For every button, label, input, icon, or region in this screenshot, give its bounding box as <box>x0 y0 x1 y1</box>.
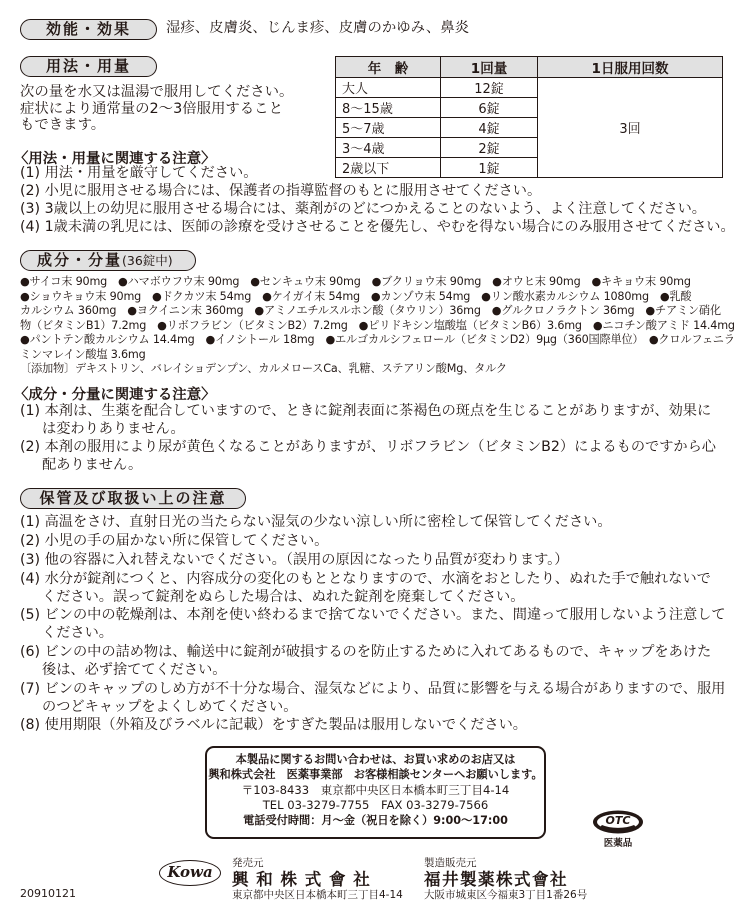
dosage-line-2: 症状により通常量の2〜3倍服用すること <box>20 100 283 117</box>
contact-box <box>205 746 546 839</box>
seller-address: 東京都中央区日本橋本町三丁目4-14 <box>232 889 403 901</box>
dosage-line-1: 次の量を水又は温湯で服用してください。 <box>20 84 294 100</box>
storage-heading: 保管及び取扱い上の注意 <box>20 488 246 509</box>
dosage-line-3: もできます。 <box>20 117 106 133</box>
ingredients-line-1: ●サイコ末 90mg ●ハマボウフウ末 90mg ●センキュウ末 90mg ●ブクリョウ末 90mg ●オウヒ末 90mg ●キキョウ末 90mg <box>20 275 691 288</box>
seller-logo <box>159 860 221 886</box>
storage-note-4-cont: ください。誤って錠剤をぬらした場合は、ぬれた錠剤を廃棄してください。 <box>42 589 525 605</box>
contact-line-2: 興和株式会社 医薬事業部 お客様相談センターへお願いします。 <box>208 768 543 782</box>
table-row-age: 2歳以下 <box>336 158 441 178</box>
ingredients-additives: 〔添加物〕デキストリン、バレイショデンプン、カルメロースCa、乳糖、ステアリン酸Mg、タルク <box>20 362 507 375</box>
efficacy-text: 湿疹、皮膚炎、じんま疹、皮膚のかゆみ、鼻炎 <box>166 20 470 36</box>
storage-note-5-cont: ください。 <box>42 625 113 641</box>
ingredients-list <box>20 275 735 377</box>
dosage-table <box>335 56 723 178</box>
maker-name: 福井製薬株式會社 <box>424 870 568 889</box>
contact-phone: TEL 03-3279-7755 FAX 03-3279-7566 <box>262 797 489 812</box>
dosage-text <box>20 84 293 134</box>
storage-note-1: (1) 高温をさけ、直射日光の当たらない湿気の少ない涼しい所に密栓して保管してください。 <box>20 514 612 530</box>
dosage-note-3: (3) 3歳以上の幼児に服用させる場合には、薬剤がのどにつかえることのないよう、よく注意してください。 <box>20 201 706 217</box>
table-row-dose: 12錠 <box>441 78 538 98</box>
table-row-age: 5〜7歳 <box>336 118 441 138</box>
table-times-value: 3回 <box>538 78 723 178</box>
efficacy-heading: 効能・効果 <box>20 19 157 40</box>
ingredient-note-2-cont: 配ありません。 <box>42 457 143 473</box>
ingredients-line-4: 物（ビタミンB1）7.2mg ●リボフラビン（ビタミンB2）7.2mg ●ピリドキシン塩酸塩（ビタミンB6）3.6mg ●ニコチン酸アミド 14.4mg <box>20 318 735 332</box>
dosage-note-1: (1) 用法・用量を厳守してください。 <box>20 165 258 181</box>
ingredients-line-6: ミンマレイン酸塩 3.6mg <box>20 347 146 361</box>
table-header-dose: 1回量 <box>441 57 538 78</box>
table-row-dose: 1錠 <box>441 158 538 178</box>
otc-label: 医薬品 <box>603 838 633 849</box>
seller-label: 発売元 <box>232 857 264 869</box>
contact-address: 〒103-8433 東京都中央区日本橋本町三丁目4-14 <box>241 782 510 797</box>
dosage-note-4: (4) 1歳未満の乳児には、医師の診療を受けさせることを優先し、やむを得ない場合にのみ服用させてください。 <box>20 219 735 235</box>
storage-note-2: (2) 小児の手の届かない所に保管してください。 <box>20 533 329 549</box>
contact-hours: 電話受付時間：月〜金（祝日を除く）9:00〜17:00 <box>243 814 508 828</box>
storage-note-3: (3) 他の容器に入れ替えないでください。（誤用の原因になったり品質が変わります。） <box>20 552 569 568</box>
ingredients-line-3: カルシウム 360mg ●ヨクイニン末 360mg ●アミノエチルスルホン酸（タウリン）36mg ●グルクロノラクトン 36mg ●チアミン硝化 <box>20 304 721 317</box>
ingredient-note-1-cont: は変わりありません。 <box>42 421 185 437</box>
ingredient-notes-heading: 〈成分・分量に関連する注意〉 <box>14 387 216 403</box>
contact-line-1: 本製品に関するお問い合わせは、お買い求めのお店又は <box>235 753 516 766</box>
table-row-age: 3〜4歳 <box>336 138 441 158</box>
otc-mark <box>588 808 648 854</box>
table-row-dose: 2錠 <box>441 138 538 158</box>
table-row-dose: 4錠 <box>441 118 538 138</box>
ingredients-heading-text: 成分・分量 <box>37 251 123 269</box>
storage-note-6-cont: 後は、必ず捨ててください。 <box>42 662 227 678</box>
table-row-age: 大人 <box>336 78 441 98</box>
ingredient-note-1: (1) 本剤は、生薬を配合していますので、ときに錠剤表面に茶褐色の斑点を生じることがありますが、効果に <box>20 403 712 419</box>
table-row-age: 8〜15歳 <box>336 98 441 118</box>
ingredients-line-2: ●ショウキョウ末 90mg ●ドクカツ末 54mg ●ケイガイ末 54mg ●カンゾウ末 54mg ●リン酸水素カルシウム 1080mg ●乳酸 <box>20 289 692 303</box>
ingredient-note-2: (2) 本剤の服用により尿が黄色くなることがありますが、リボフラビン（ビタミンB2）によるものですから心 <box>20 439 716 455</box>
table-header-times: 1日服用回数 <box>538 57 723 78</box>
storage-note-8: (8) 使用期限（外箱及びラベルに記載）をすぎた製品は服用しないでください。 <box>20 717 527 733</box>
otc-mark-text: OTC <box>605 814 631 827</box>
ingredients-line-5: ●パントテン酸カルシウム 14.4mg ●イノシトール 18mg ●エルゴカルシフェロール（ビタミンD2）9μg（360国際単位） ●クロルフェニラ <box>20 333 735 346</box>
dosage-heading: 用法・用量 <box>20 56 157 77</box>
ingredients-heading-sub: (36錠中) <box>122 253 173 268</box>
storage-note-4: (4) 水分が錠剤につくと、内容成分の変化のもととなりますので、水滴をおとしたり、ぬれた手で触れないで <box>20 571 711 587</box>
ingredients-heading <box>20 250 196 271</box>
maker-label: 製造販売元 <box>424 857 477 869</box>
dosage-note-2: (2) 小児に服用させる場合には、保護者の指導監督のもとに服用させてください。 <box>20 183 542 199</box>
maker-address: 大阪市城東区今福東3丁目1番26号 <box>424 889 588 901</box>
storage-note-7-cont: のつどキャップをよくしめてください。 <box>42 699 298 715</box>
table-header-age: 年 齢 <box>336 57 441 78</box>
seller-logo-text: Kowa <box>167 863 213 881</box>
dosage-notes-heading: 〈用法・用量に関連する注意〉 <box>14 151 216 167</box>
storage-note-6: (6) ビンの中の詰め物は、輸送中に錠剤が破損するのを防止するために入れてあるもので、キャップをあけた <box>20 644 712 660</box>
table-row-dose: 6錠 <box>441 98 538 118</box>
seller-name: 興 和 株 式 會 社 <box>232 870 371 889</box>
storage-note-7: (7) ビンのキャップのしめ方が不十分な場合、湿気などにより、品質に影響を与える場合がありますので、服用 <box>20 681 726 697</box>
document-code: 20910121 <box>20 887 76 900</box>
storage-note-5: (5) ビンの中の乾燥剤は、本剤を使い終わるまで捨てないでください。また、間違って服用しないよう注意して <box>20 607 726 623</box>
